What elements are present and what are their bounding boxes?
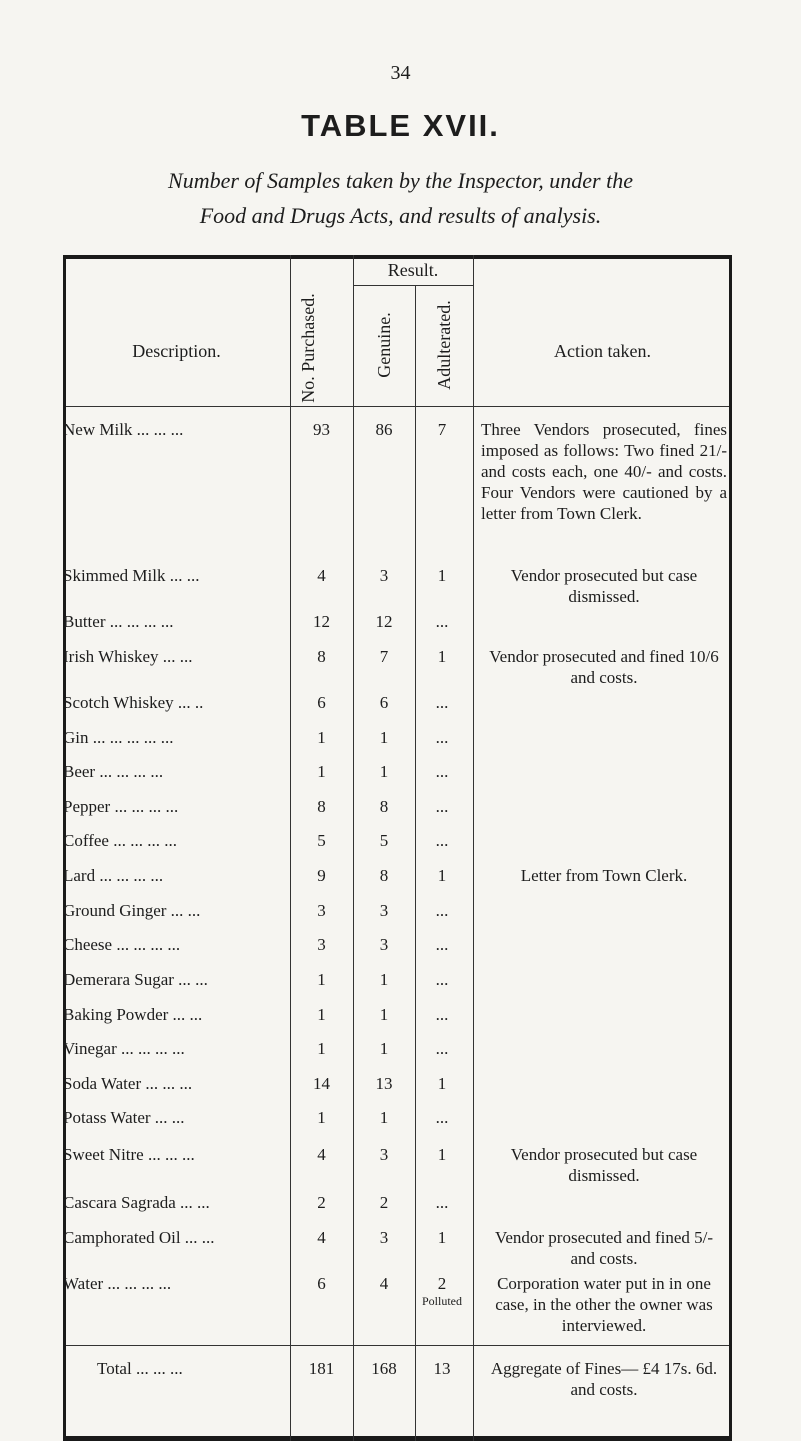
table-subtitle-line-2: Food and Drugs Acts, and results of analysis.	[199, 203, 602, 228]
table-bottom-rule	[63, 1436, 732, 1441]
row-adulterated: ...	[435, 970, 449, 989]
total-genuine: 168	[371, 1359, 397, 1378]
row-adulterated: 1	[437, 866, 447, 885]
total-label: Total ... ... ...	[97, 1359, 183, 1378]
total-top-rule	[66, 1345, 729, 1346]
row-description: Skimmed Milk ... ...	[63, 566, 200, 585]
row-adulterated: ...	[435, 762, 449, 781]
row-description: Soda Water ... ... ...	[63, 1074, 193, 1093]
row-description: Gin ... ... ... ... ...	[63, 728, 174, 747]
row-adulterated: ...	[435, 612, 449, 631]
row-action: Vendor prosecuted and fined 5/- and costs.	[494, 1228, 714, 1268]
row-purchased: 12	[313, 612, 330, 631]
row-description: Beer ... ... ... ...	[63, 762, 164, 781]
row-purchased: 1	[317, 762, 326, 781]
row-action: Vendor prosecuted and fined 10/6 and costs.	[489, 647, 719, 687]
row-description: New Milk ... ... ...	[63, 420, 184, 439]
header-adulterated: Adulterated.	[434, 300, 454, 390]
row-action: Letter from Town Clerk.	[520, 866, 688, 885]
row-genuine: 3	[379, 901, 389, 920]
row-adulterated: 1	[437, 1228, 447, 1247]
row-adulterated: ...	[435, 693, 449, 712]
row-adulterated: ...	[435, 901, 449, 920]
adulterated-count: 2	[437, 1274, 447, 1293]
row-adulterated: ...	[435, 1039, 449, 1058]
row-purchased: 6	[317, 693, 326, 712]
row-adulterated: ...	[435, 935, 449, 954]
header-genuine: Genuine.	[374, 312, 394, 378]
row-purchased: 1	[317, 1039, 326, 1058]
row-action: Vendor prosecuted but case dismissed.	[510, 1145, 698, 1185]
row-description: Potass Water ... ...	[63, 1108, 185, 1127]
total-action: Aggregate of Fines— £4 17s. 6d. and costs.	[490, 1359, 718, 1399]
table-subtitle-line-1: Number of Samples taken by the Inspector, under the	[168, 168, 633, 193]
row-genuine: 1	[379, 1108, 389, 1127]
row-purchased: 4	[317, 566, 326, 585]
row-genuine: 12	[375, 612, 393, 631]
header-action: Action taken.	[554, 341, 651, 361]
row-genuine: 5	[379, 831, 389, 850]
row-genuine: 13	[375, 1074, 393, 1093]
row-genuine: 1	[379, 728, 389, 747]
row-purchased: 14	[313, 1074, 330, 1093]
row-genuine: 1	[379, 970, 389, 989]
table-top-rule	[63, 255, 732, 259]
row-purchased: 3	[317, 935, 326, 954]
row-purchased: 8	[317, 797, 326, 816]
row-adulterated: 1	[437, 566, 447, 585]
row-purchased: 1	[317, 1108, 326, 1127]
row-purchased: 4	[317, 1145, 326, 1164]
row-description: Demerara Sugar ... ...	[63, 970, 208, 989]
row-genuine: 3	[379, 566, 389, 585]
row-adulterated: 7	[437, 420, 447, 439]
row-description: Cascara Sagrada ... ...	[63, 1193, 210, 1212]
row-action: Corporation water put in in one case, in the other the owner was interviewed.	[495, 1274, 713, 1335]
row-action: Three Vendors prosecuted, fines imposed as follows: Two fined 21/- and costs each, one 40/- and costs. Four Vendors were cautioned by a letter from Town Clerk.	[481, 420, 727, 523]
row-genuine: 1	[379, 1005, 389, 1024]
row-genuine: 3	[379, 935, 389, 954]
page-number: 34	[390, 62, 411, 84]
row-description: Baking Powder ... ...	[63, 1005, 203, 1024]
row-purchased: 5	[317, 831, 326, 850]
row-adulterated: ...	[435, 797, 449, 816]
table-right-rule	[729, 255, 732, 1441]
row-genuine: 4	[379, 1274, 389, 1293]
row-description: Scotch Whiskey ... ..	[63, 693, 204, 712]
polluted-note: Polluted	[421, 1294, 462, 1308]
row-adulterated: 1	[437, 647, 447, 666]
row-description: Lard ... ... ... ...	[63, 866, 164, 885]
row-description: Sweet Nitre ... ... ...	[63, 1145, 195, 1164]
row-genuine: 86	[375, 420, 393, 439]
row-purchased: 1	[317, 1005, 326, 1024]
total-purchased: 181	[308, 1359, 335, 1378]
row-description: Water ... ... ... ...	[63, 1274, 172, 1293]
row-adulterated: ...	[435, 728, 449, 747]
row-description: Butter ... ... ... ...	[63, 612, 174, 631]
row-description: Cheese ... ... ... ...	[63, 935, 181, 954]
row-genuine: 2	[379, 1193, 389, 1212]
row-description: Camphorated Oil ... ...	[63, 1228, 215, 1247]
row-genuine: 7	[379, 647, 389, 666]
row-purchased: 2	[317, 1193, 326, 1212]
row-genuine: 8	[379, 866, 389, 885]
row-adulterated	[415, 1273, 469, 1308]
row-adulterated: ...	[435, 831, 449, 850]
row-adulterated: ...	[435, 1108, 449, 1127]
row-action: Vendor prosecuted but case dismissed.	[510, 566, 698, 606]
row-purchased: 93	[313, 420, 330, 439]
row-genuine: 1	[379, 762, 389, 781]
row-description: Coffee ... ... ... ...	[63, 831, 177, 850]
row-purchased: 9	[317, 866, 326, 885]
row-adulterated: 1	[437, 1145, 447, 1164]
column-divider	[415, 285, 416, 1441]
row-genuine: 3	[379, 1228, 389, 1247]
row-purchased: 3	[317, 901, 326, 920]
row-purchased: 1	[317, 728, 326, 747]
row-description: Pepper ... ... ... ...	[63, 797, 179, 816]
row-adulterated: ...	[435, 1193, 449, 1212]
row-genuine: 1	[379, 1039, 389, 1058]
total-adulterated: 13	[433, 1359, 451, 1378]
table-title: TABLE XVII.	[301, 108, 500, 143]
row-purchased: 6	[317, 1274, 326, 1293]
row-purchased: 8	[317, 647, 326, 666]
column-divider	[473, 255, 474, 1441]
row-genuine: 8	[379, 797, 389, 816]
header-bottom-rule	[66, 406, 729, 407]
header-result: Result.	[387, 260, 439, 280]
row-genuine: 3	[379, 1145, 389, 1164]
row-description: Vinegar ... ... ... ...	[63, 1039, 185, 1058]
header-description: Description.	[132, 341, 221, 361]
row-adulterated: ...	[435, 1005, 449, 1024]
samples-table	[63, 255, 732, 1441]
row-description: Ground Ginger ... ...	[63, 901, 201, 920]
header-purchased: No. Purchased.	[298, 293, 318, 403]
row-purchased: 4	[317, 1228, 326, 1247]
row-description: Irish Whiskey ... ...	[63, 647, 193, 666]
row-genuine: 6	[379, 693, 389, 712]
row-adulterated: 1	[437, 1074, 447, 1093]
row-purchased: 1	[317, 970, 326, 989]
